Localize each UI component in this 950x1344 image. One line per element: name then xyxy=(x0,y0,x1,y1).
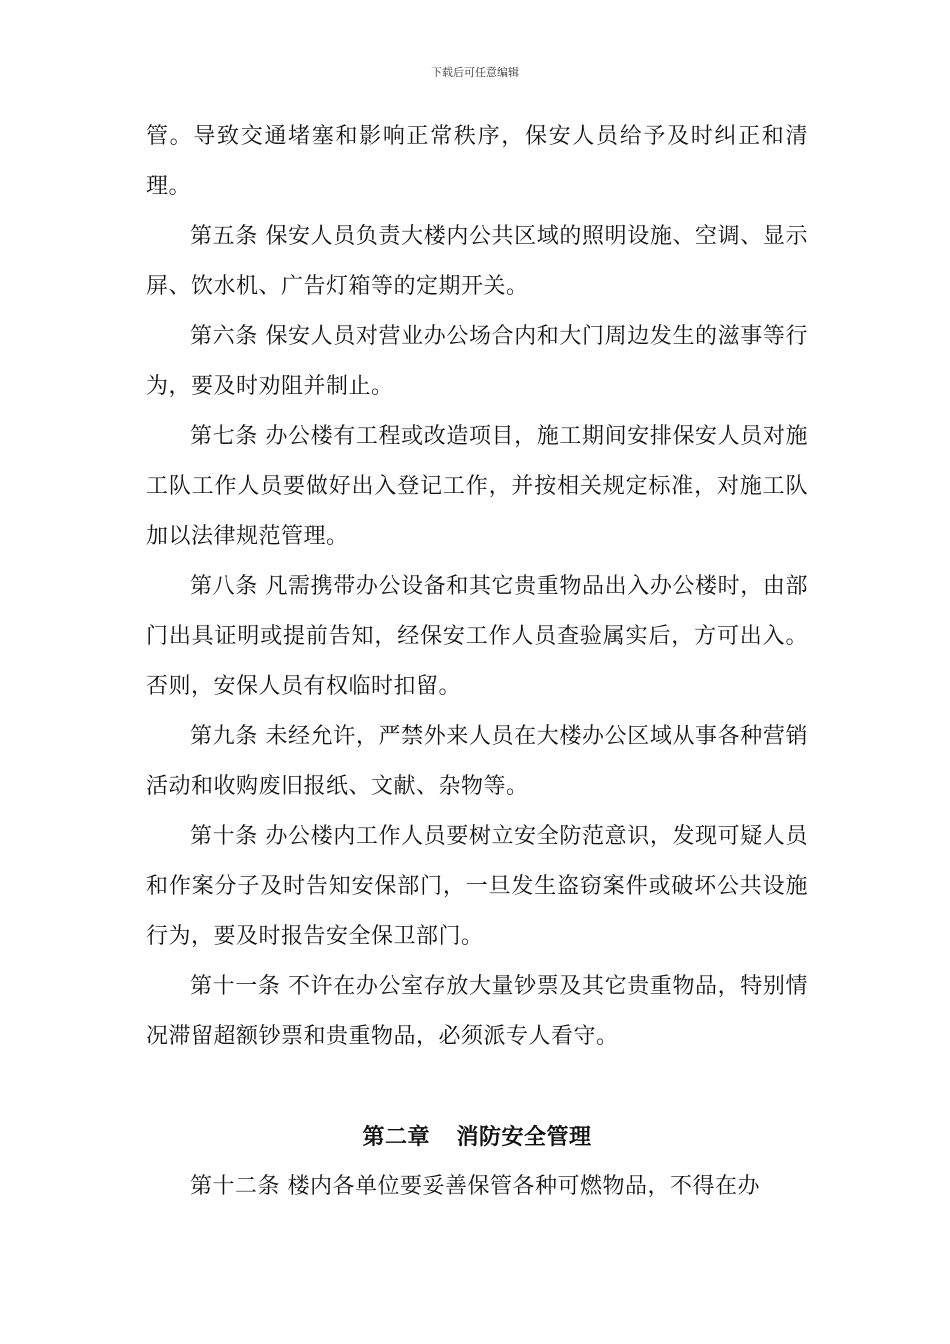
document-body xyxy=(146,112,808,1212)
article-7: 第七条 办公楼有工程或改造项目，施工期间安排保安人员对施工队工作人员要做好出入登记工作，并按相关规定标准，对施工队加以法律规范管理。 xyxy=(146,424,808,549)
page-header-note: 下载后可任意编辑 xyxy=(431,66,519,79)
paragraph-continued: 管。导致交通堵塞和影响正常秩序，保安人员给予及时纠正和清理。 xyxy=(146,124,808,199)
article-10: 第十条 办公楼内工作人员要树立安全防范意识，发现可疑人员和作案分子及时告知安保部门，一旦发生盗窃案件或破坏公共设施行为，要及时报告安全保卫部门。 xyxy=(146,824,808,949)
chapter-heading xyxy=(146,1062,808,1162)
article-6: 第六条 保安人员对营业办公场合内和大门周边发生的滋事等行为，要及时劝阻并制止。 xyxy=(146,324,808,399)
article-9: 第九条 未经允许，严禁外来人员在大楼办公区域从事各种营销活动和收购废旧报纸、文献、杂物等。 xyxy=(146,724,808,799)
article-11: 第十一条 不许在办公室存放大量钞票及其它贵重物品，特别情况滞留超额钞票和贵重物品，必须派专人看守。 xyxy=(146,974,808,1049)
article-12: 第十二条 楼内各单位要妥善保管各种可燃物品，不得在办 xyxy=(190,1174,760,1199)
chapter-number: 第二章 xyxy=(362,1124,431,1150)
article-8: 第八条 凡需携带办公设备和其它贵重物品出入办公楼时，由部门出具证明或提前告知，经保安工作人员查验属实后，方可出入。否则，安保人员有权临时扣留。 xyxy=(146,574,808,699)
article-5: 第五条 保安人员负责大楼内公共区域的照明设施、空调、显示屏、饮水机、广告灯箱等的定期开关。 xyxy=(146,224,808,299)
chapter-title: 消防安全管理 xyxy=(456,1124,592,1150)
